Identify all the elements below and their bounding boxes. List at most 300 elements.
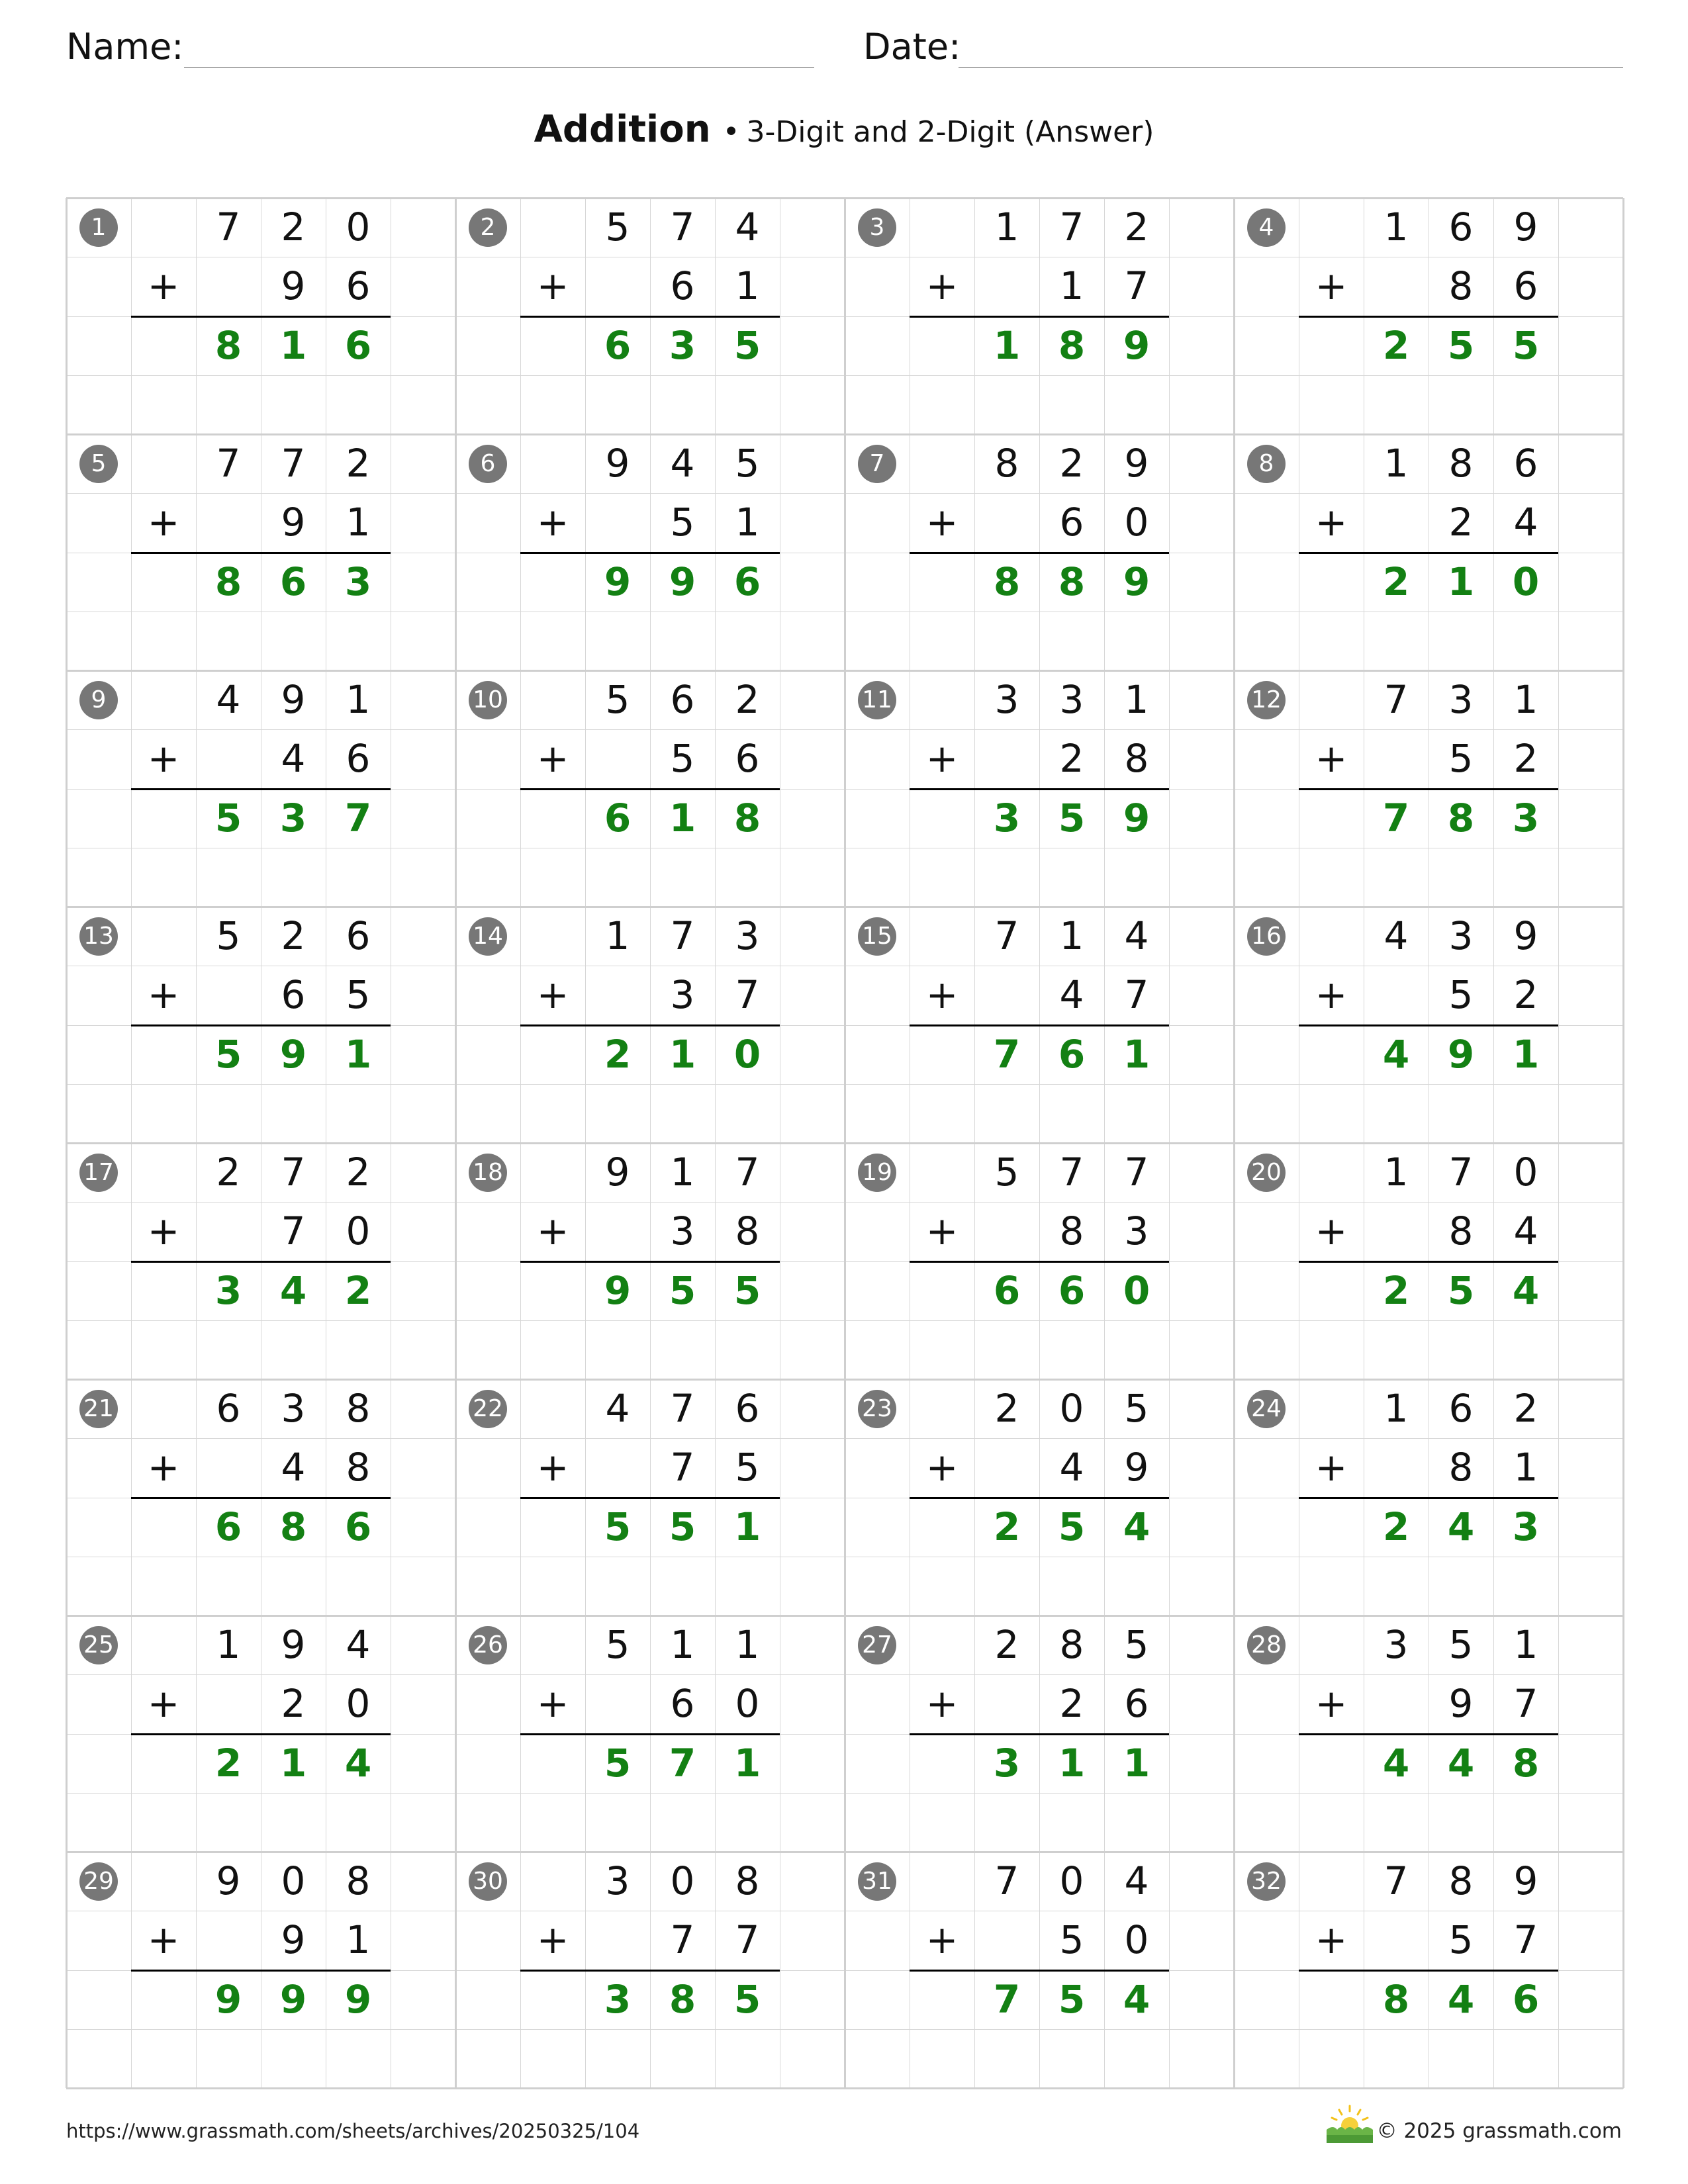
grid-cell [391, 553, 456, 612]
bottom-addend-digit: 4 [1059, 972, 1084, 1018]
grid-cell [910, 670, 975, 730]
grid-cell [455, 1498, 521, 1557]
grid-cell [391, 1674, 456, 1734]
grid-cell [1558, 1261, 1624, 1321]
top-addend-digit: 5 [994, 1150, 1019, 1195]
grid-cell [455, 1261, 521, 1321]
grid-cell [520, 1025, 586, 1085]
grid-cell [131, 1025, 197, 1085]
grid-cell [455, 1320, 521, 1380]
bottom-addend-digit: 2 [281, 1681, 306, 1727]
grid-cell [66, 553, 132, 612]
bottom-addend-digit: 0 [346, 1208, 371, 1254]
grid-cell [845, 1498, 910, 1557]
problem-number-badge: 6 [469, 445, 507, 483]
bottom-addend-digit: 6 [670, 1681, 695, 1727]
bottom-addend-digit: 8 [346, 1445, 371, 1490]
grid-cell [585, 1438, 651, 1498]
top-addend-digit: 7 [1448, 1150, 1474, 1195]
grid-cell [1169, 1320, 1235, 1380]
problem-number-badge: 7 [858, 445, 896, 483]
grid-cell [780, 1438, 845, 1498]
grid-cell [131, 612, 197, 671]
grid-cell [1558, 1970, 1624, 2030]
answer-digit: 5 [733, 1267, 761, 1313]
grid-cell [715, 848, 780, 907]
date-line[interactable] [959, 67, 1623, 68]
top-addend-digit: 8 [735, 1858, 760, 1903]
answer-digit: 4 [1123, 1976, 1150, 2022]
grid-cell [780, 2029, 845, 2089]
problem-number-badge: 32 [1247, 1862, 1286, 1901]
answer-digit: 1 [1512, 1031, 1540, 1077]
bottom-addend-digit: 6 [1059, 500, 1084, 545]
grid-cell [1299, 1025, 1364, 1085]
problem-number-badge: 27 [858, 1626, 896, 1664]
grid-cell [780, 1202, 845, 1261]
grid-cell [520, 1793, 586, 1852]
grid-cell [66, 1970, 132, 2030]
bottom-addend-digit: 5 [1448, 1917, 1474, 1963]
answer-digit: 2 [993, 1504, 1021, 1549]
bottom-addend-digit: 0 [1124, 1917, 1149, 1963]
grid-cell [391, 1379, 456, 1439]
grid-cell [131, 670, 197, 730]
bottom-addend-digit: 4 [1513, 500, 1538, 545]
answer-digit: 5 [669, 1504, 696, 1549]
answer-digit: 6 [733, 559, 761, 604]
grid-cell [845, 553, 910, 612]
plus-operator: + [147, 972, 180, 1018]
top-addend-digit: 1 [1059, 913, 1084, 958]
grid-cell [326, 1320, 391, 1380]
answer-digit: 8 [1512, 1740, 1540, 1786]
grid-cell [845, 966, 910, 1025]
answer-digit: 5 [604, 1504, 632, 1549]
block-divider [66, 2087, 1623, 2089]
grid-cell [66, 848, 132, 907]
bottom-addend-digit: 5 [670, 736, 695, 782]
grid-cell [1299, 434, 1364, 494]
grid-cell [1558, 1557, 1624, 1616]
grid-cell [455, 848, 521, 907]
grid-cell [780, 966, 845, 1025]
grid-cell [1169, 789, 1235, 848]
grid-cell [520, 1261, 586, 1321]
bottom-addend-digit: 9 [281, 263, 306, 309]
grid-cell [910, 2029, 975, 2089]
answer-digit: 6 [993, 1267, 1021, 1313]
plus-operator: + [1315, 972, 1348, 1018]
grid-cell [650, 1557, 716, 1616]
grid-cell [845, 789, 910, 848]
top-addend-digit: 8 [1448, 441, 1474, 486]
grid-cell [1364, 1438, 1429, 1498]
problem-number-badge: 18 [469, 1154, 507, 1192]
grid-cell [520, 612, 586, 671]
grid-cell [391, 1911, 456, 1970]
grid-cell [1169, 493, 1235, 553]
grid-cell [261, 1557, 326, 1616]
grid-cell [261, 2029, 326, 2089]
problem-number-badge: 28 [1247, 1626, 1286, 1664]
grid-cell [1039, 1320, 1105, 1380]
grid-cell [910, 848, 975, 907]
top-addend-digit: 6 [735, 1386, 760, 1431]
plus-operator: + [147, 1208, 180, 1254]
answer-digit: 3 [344, 559, 372, 604]
answer-digit: 8 [1058, 322, 1086, 368]
bottom-addend-digit: 2 [1513, 736, 1538, 782]
top-addend-digit: 4 [670, 441, 695, 486]
grid-cell [1169, 1498, 1235, 1557]
problem-number-badge: 5 [79, 445, 118, 483]
grid-cell [391, 848, 456, 907]
grid-cell [66, 1911, 132, 1970]
problem-number-badge: 17 [79, 1154, 118, 1192]
grid-cell [1234, 316, 1299, 376]
grid-cell [391, 789, 456, 848]
grid-cell [1299, 375, 1364, 435]
grid-cell [1558, 612, 1624, 671]
grid-cell [780, 1970, 845, 2030]
grid-cell [1169, 907, 1235, 966]
answer-digit: 3 [1512, 1504, 1540, 1549]
grid-cell [585, 1557, 651, 1616]
grid-cell [326, 1557, 391, 1616]
grid-cell [1169, 1852, 1235, 1911]
top-addend-digit: 9 [605, 441, 630, 486]
grid-cell [1364, 966, 1429, 1025]
grid-cell [66, 1202, 132, 1261]
grid-cell [455, 375, 521, 435]
answer-digit: 5 [1058, 1976, 1086, 2022]
grid-cell [1104, 2029, 1170, 2089]
grid-cell [585, 375, 651, 435]
grid-cell [910, 1852, 975, 1911]
grid-cell [910, 1084, 975, 1144]
grid-cell [391, 1202, 456, 1261]
top-addend-digit: 8 [1448, 1858, 1474, 1903]
grid-cell [1169, 1379, 1235, 1439]
top-addend-digit: 7 [1383, 677, 1409, 722]
grid-cell [1169, 848, 1235, 907]
grid-cell [520, 2029, 586, 2089]
grid-cell [455, 1084, 521, 1144]
grid-cell [391, 1438, 456, 1498]
grid-cell [1299, 198, 1364, 257]
grid-cell [974, 1557, 1040, 1616]
answer-digit: 6 [279, 559, 307, 604]
grid-cell [780, 729, 845, 789]
problem-number-badge: 16 [1247, 917, 1286, 956]
top-addend-digit: 1 [670, 1622, 695, 1667]
plus-operator: + [1315, 500, 1348, 545]
grid-cell [66, 1793, 132, 1852]
grid-cell [910, 1143, 975, 1203]
grid-cell [585, 1793, 651, 1852]
grid-cell [780, 1025, 845, 1085]
plus-operator: + [147, 1445, 180, 1490]
top-addend-digit: 0 [346, 205, 371, 250]
grid-cell [780, 848, 845, 907]
grid-cell [391, 1261, 456, 1321]
problem-number-badge: 24 [1247, 1390, 1286, 1428]
grid-cell [1234, 1674, 1299, 1734]
answer-digit: 2 [1382, 322, 1410, 368]
grid-cell [455, 1557, 521, 1616]
grid-cell [1104, 1320, 1170, 1380]
top-addend-digit: 6 [1448, 1386, 1474, 1431]
bottom-addend-digit: 8 [1124, 736, 1149, 782]
answer-digit: 0 [733, 1031, 761, 1077]
grid-cell [66, 375, 132, 435]
grid-cell [1299, 1261, 1364, 1321]
grid-cell [1234, 1970, 1299, 2030]
grid-cell [1558, 375, 1624, 435]
grid-cell [1039, 1557, 1105, 1616]
plus-operator: + [147, 500, 180, 545]
title-subtitle: 3-Digit and 2-Digit (Answer) [746, 115, 1154, 149]
grid-cell [326, 1793, 391, 1852]
top-addend-digit: 3 [1383, 1622, 1409, 1667]
grid-cell [845, 2029, 910, 2089]
grid-cell [1104, 612, 1170, 671]
grid-cell [520, 1320, 586, 1380]
grid-cell [845, 1084, 910, 1144]
grid-cell [66, 966, 132, 1025]
grid-cell [131, 1615, 197, 1675]
grid-cell [131, 789, 197, 848]
grid-cell [455, 1674, 521, 1734]
grid-cell [1558, 257, 1624, 316]
grid-cell [196, 966, 261, 1025]
top-addend-digit: 4 [346, 1622, 371, 1667]
problem-number-badge: 12 [1247, 681, 1286, 719]
answer-digit: 5 [604, 1740, 632, 1786]
top-addend-digit: 4 [1124, 1858, 1149, 1903]
bottom-addend-digit: 8 [1059, 1208, 1084, 1254]
top-addend-digit: 1 [735, 1622, 760, 1667]
bottom-addend-digit: 2 [1059, 736, 1084, 782]
top-addend-digit: 8 [1059, 1622, 1084, 1667]
grid-cell [1558, 1379, 1624, 1439]
top-addend-digit: 7 [1059, 205, 1084, 250]
grid-cell [1299, 316, 1364, 376]
grid-cell [326, 375, 391, 435]
top-addend-digit: 3 [994, 677, 1019, 722]
grid-cell [1169, 1911, 1235, 1970]
grid-cell [1364, 1557, 1429, 1616]
grid-cell [780, 789, 845, 848]
grid-cell [715, 2029, 780, 2089]
grid-cell [974, 493, 1040, 553]
answer-digit: 8 [214, 322, 242, 368]
grid-cell [1558, 1911, 1624, 1970]
grid-cell [1558, 1793, 1624, 1852]
top-addend-digit: 9 [1124, 441, 1149, 486]
grid-cell [455, 1025, 521, 1085]
plus-operator: + [1315, 736, 1348, 782]
grid-cell [391, 257, 456, 316]
top-addend-digit: 3 [1448, 913, 1474, 958]
top-addend-digit: 0 [1059, 1386, 1084, 1431]
grid-cell [974, 1911, 1040, 1970]
top-addend-digit: 7 [1059, 1150, 1084, 1195]
grid-cell [910, 434, 975, 494]
problem-number-badge: 29 [79, 1862, 118, 1901]
grid-cell [66, 1320, 132, 1380]
top-addend-digit: 2 [281, 205, 306, 250]
grid-cell [910, 612, 975, 671]
grid-cell [1493, 375, 1559, 435]
top-addend-digit: 5 [1124, 1622, 1149, 1667]
plus-operator: + [925, 1445, 959, 1490]
bottom-addend-digit: 1 [346, 1917, 371, 1963]
top-addend-digit: 6 [1513, 441, 1538, 486]
grid-cell [780, 1852, 845, 1911]
grid-cell [780, 1793, 845, 1852]
grid-cell [1299, 1970, 1364, 2030]
grid-cell [391, 1970, 456, 2030]
top-addend-digit: 9 [216, 1858, 241, 1903]
grid-cell [1558, 434, 1624, 494]
grid-cell [1558, 1143, 1624, 1203]
top-addend-digit: 1 [605, 913, 630, 958]
grid-cell [780, 1615, 845, 1675]
grid-cell [455, 1734, 521, 1794]
grid-cell [845, 1911, 910, 1970]
problem-number-badge: 11 [858, 681, 896, 719]
grid-cell [1169, 612, 1235, 671]
grid-cell [391, 966, 456, 1025]
top-addend-digit: 7 [670, 1386, 695, 1431]
top-addend-digit: 8 [346, 1386, 371, 1431]
grid-cell [780, 1557, 845, 1616]
grid-cell [1429, 1793, 1494, 1852]
grid-cell [131, 1084, 197, 1144]
bottom-addend-digit: 9 [1124, 1445, 1149, 1490]
top-addend-digit: 3 [735, 913, 760, 958]
grid-cell [585, 966, 651, 1025]
plus-operator: + [925, 1208, 959, 1254]
answer-digit: 6 [604, 322, 632, 368]
grid-cell [780, 670, 845, 730]
problem-number-badge: 3 [858, 208, 896, 247]
grid-cell [131, 1320, 197, 1380]
grid-cell [1169, 1084, 1235, 1144]
grid-cell [391, 1143, 456, 1203]
bottom-addend-digit: 5 [670, 500, 695, 545]
grid-cell [66, 729, 132, 789]
plus-operator: + [536, 972, 569, 1018]
answer-digit: 1 [344, 1031, 372, 1077]
top-addend-digit: 7 [670, 205, 695, 250]
grid-cell [585, 2029, 651, 2089]
answer-digit: 2 [214, 1740, 242, 1786]
grid-cell [1299, 1852, 1364, 1911]
top-addend-digit: 5 [605, 677, 630, 722]
grid-cell [1299, 848, 1364, 907]
grid-cell [780, 1320, 845, 1380]
bottom-addend-digit: 5 [346, 972, 371, 1018]
plus-operator: + [925, 736, 959, 782]
grid-cell [196, 729, 261, 789]
answer-digit: 8 [993, 559, 1021, 604]
plus-operator: + [147, 1681, 180, 1727]
grid-cell [391, 316, 456, 376]
name-line[interactable] [184, 67, 814, 68]
grid-cell [520, 198, 586, 257]
plus-operator: + [1315, 1445, 1348, 1490]
grid-cell [974, 1674, 1040, 1734]
plus-operator: + [536, 1681, 569, 1727]
grid-cell [1039, 848, 1105, 907]
answer-digit: 1 [279, 322, 307, 368]
grid-cell [974, 1084, 1040, 1144]
answer-digit: 7 [993, 1976, 1021, 2022]
grid-cell [650, 612, 716, 671]
bottom-addend-digit: 3 [670, 1208, 695, 1254]
grid-cell [1234, 1025, 1299, 1085]
grid-cell [131, 848, 197, 907]
answer-digit: 6 [1058, 1031, 1086, 1077]
grid-cell [780, 493, 845, 553]
grid-cell [1493, 612, 1559, 671]
bottom-addend-digit: 7 [1124, 972, 1149, 1018]
grid-cell [520, 848, 586, 907]
answer-digit: 1 [1123, 1740, 1150, 1786]
grid-cell [455, 257, 521, 316]
answer-digit: 3 [279, 795, 307, 841]
bottom-addend-digit: 7 [1513, 1917, 1538, 1963]
problem-number-badge: 21 [79, 1390, 118, 1428]
answer-digit: 1 [279, 1740, 307, 1786]
grid-cell [1234, 2029, 1299, 2089]
top-addend-digit: 2 [216, 1150, 241, 1195]
grid-cell [131, 1379, 197, 1439]
grid-cell [1039, 375, 1105, 435]
plus-operator: + [536, 263, 569, 309]
top-addend-digit: 1 [994, 205, 1019, 250]
grid-cell [910, 553, 975, 612]
grid-cell [715, 1793, 780, 1852]
grid-cell [520, 789, 586, 848]
grid-cell [1558, 789, 1624, 848]
grid-cell [131, 434, 197, 494]
answer-digit: 9 [279, 1976, 307, 2022]
grid-cell [131, 1261, 197, 1321]
grid-cell [650, 848, 716, 907]
grid-cell [1299, 789, 1364, 848]
grid-cell [1169, 553, 1235, 612]
grid-cell [196, 1911, 261, 1970]
grid-cell [131, 1970, 197, 2030]
grid-cell [910, 1320, 975, 1380]
grid-cell [391, 1852, 456, 1911]
grid-cell [1234, 1734, 1299, 1794]
problem-number-badge: 26 [469, 1626, 507, 1664]
answer-digit: 1 [733, 1504, 761, 1549]
grid-cell [1558, 1084, 1624, 1144]
grid-cell [66, 316, 132, 376]
problem-number-badge: 4 [1247, 208, 1286, 247]
grid-cell [1364, 1084, 1429, 1144]
name-label: Name: [66, 26, 184, 68]
grid-cell [1493, 848, 1559, 907]
grid-cell [455, 1438, 521, 1498]
grid-cell [1234, 493, 1299, 553]
